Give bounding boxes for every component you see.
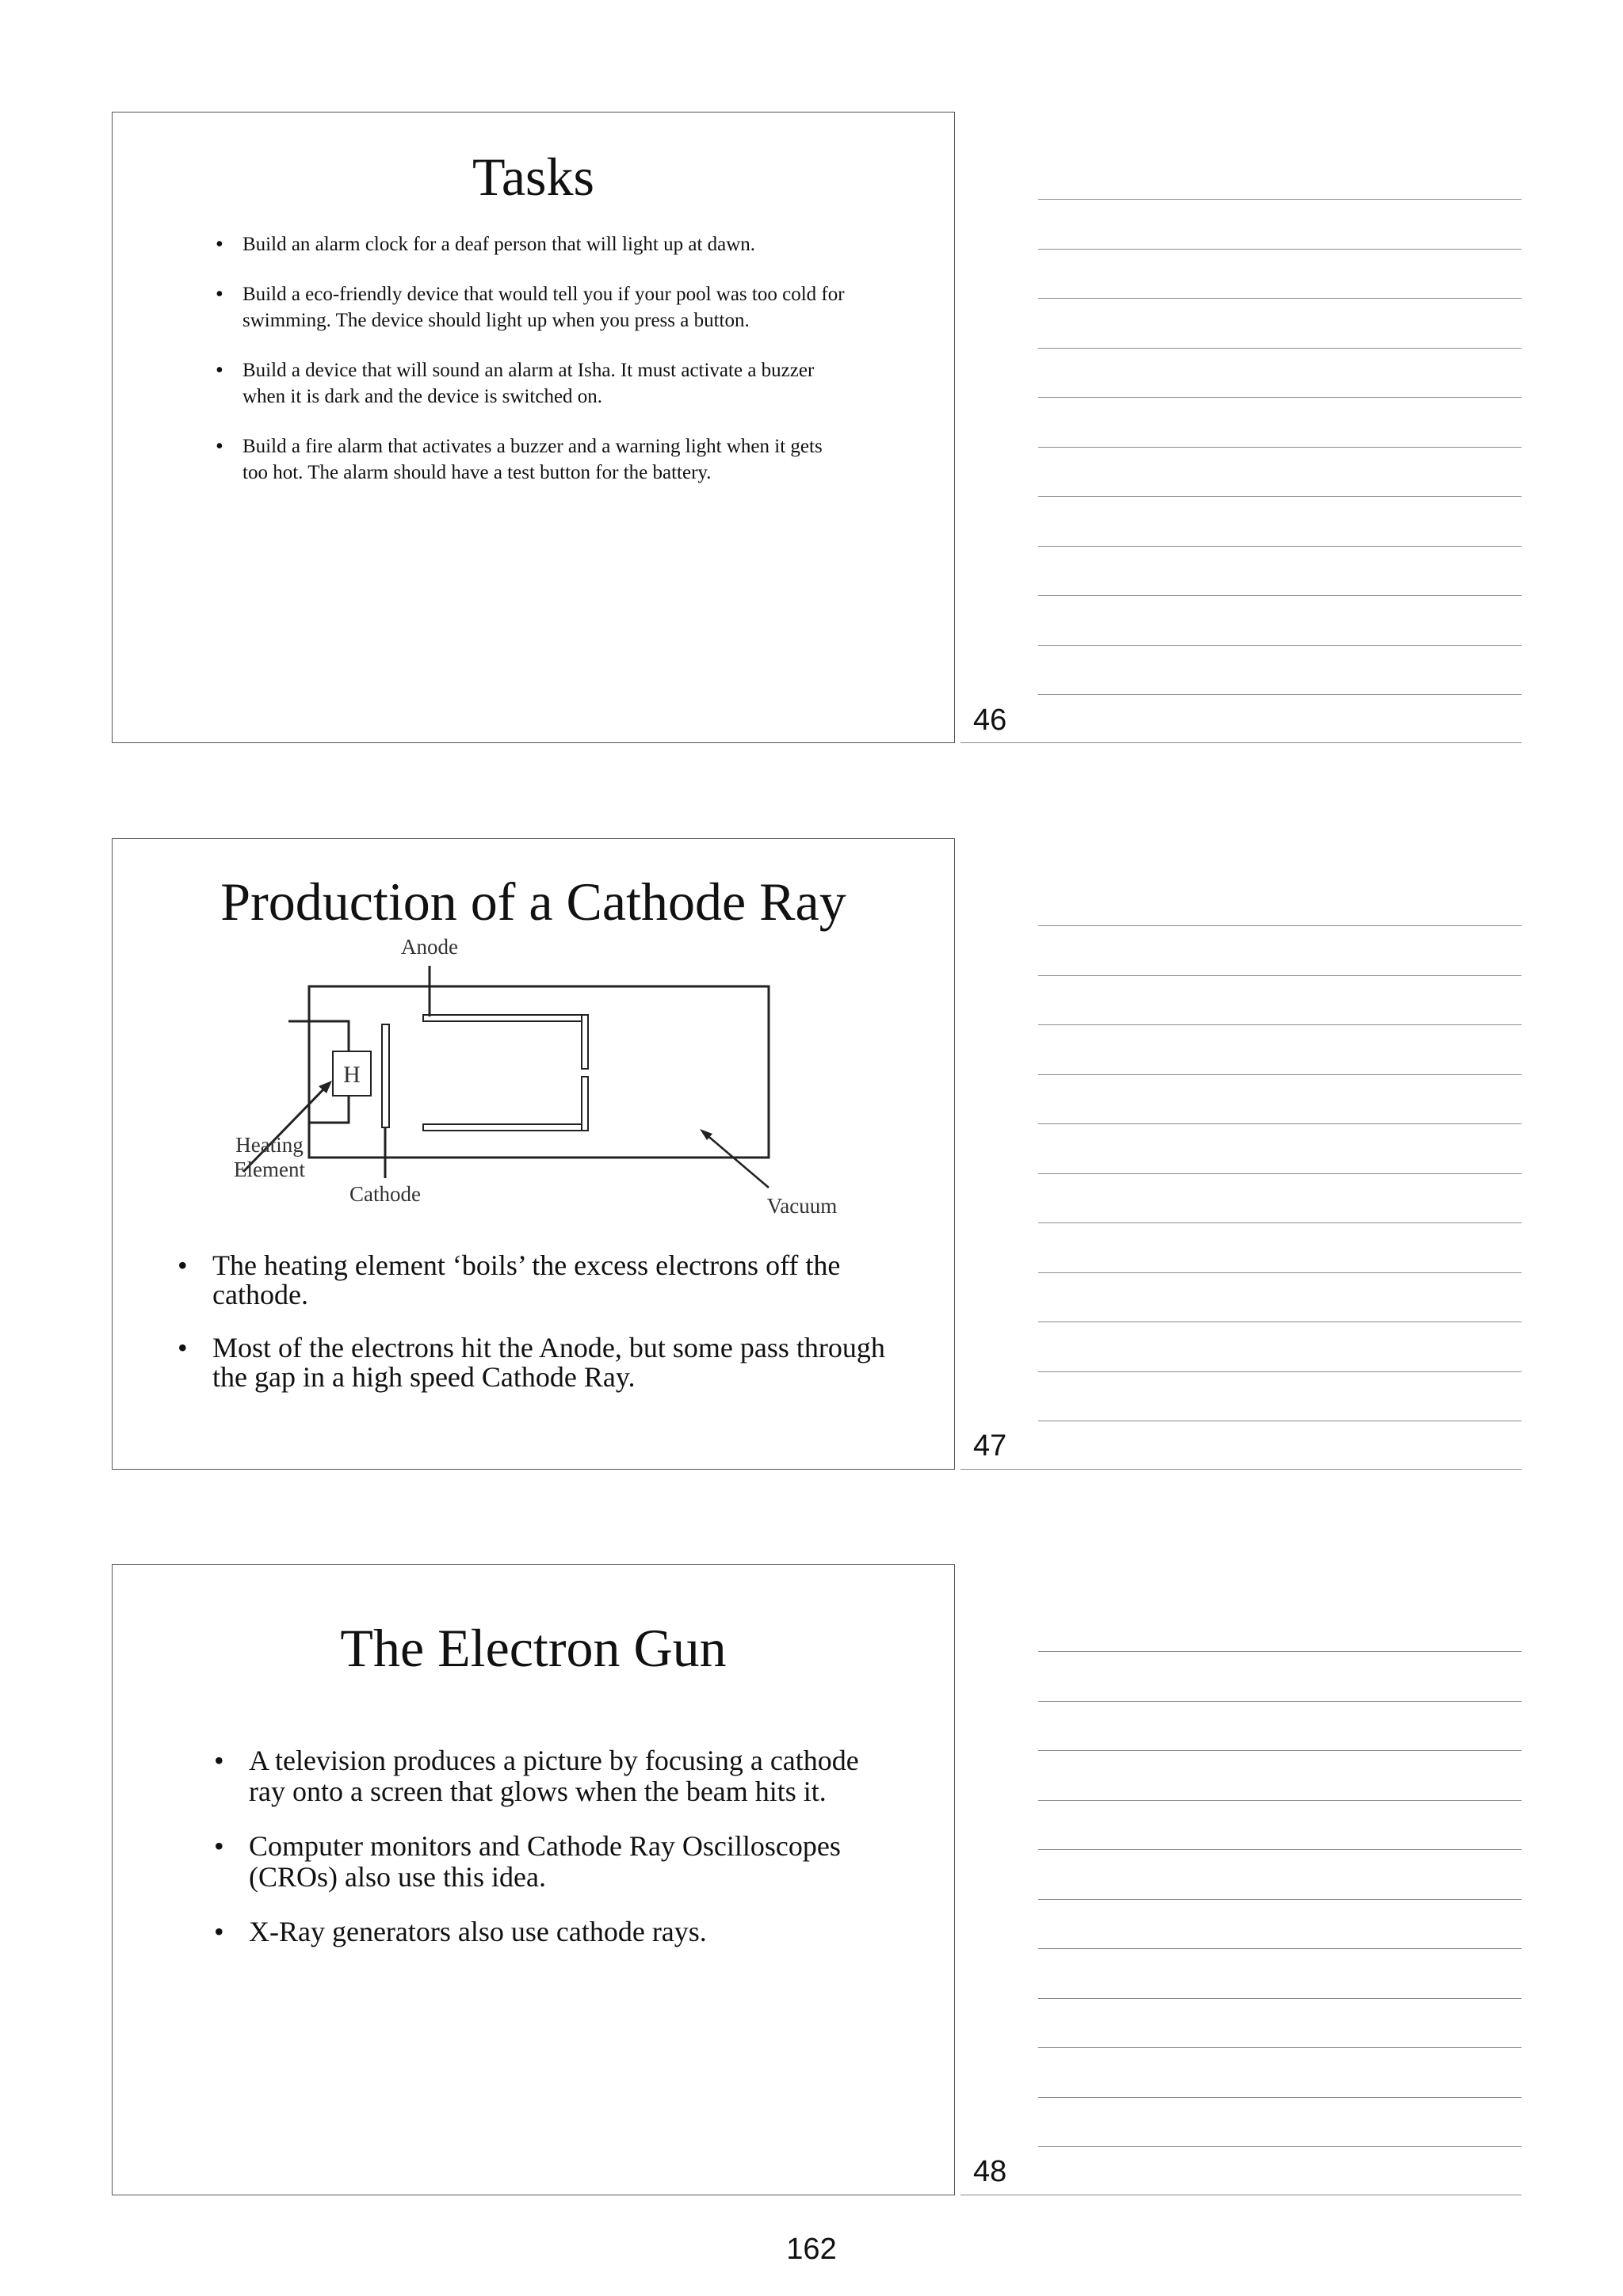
anode-top-plate [423, 1015, 582, 1021]
note-line [1038, 1222, 1522, 1223]
slide-number: 46 [973, 704, 1007, 737]
note-line [1038, 249, 1522, 250]
slide-title: Tasks [472, 147, 594, 207]
bullet-item: • Most of the electrons hit the Anode, but some pass through the gap in a high speed Cathode Ray. [178, 1333, 891, 1392]
note-line [1038, 1024, 1522, 1025]
note-line [1038, 595, 1522, 596]
note-line [1038, 1998, 1522, 1999]
note-line [1038, 2097, 1522, 2098]
heating-label-line1: Heating [235, 1133, 304, 1157]
heater-symbol: H [343, 1062, 361, 1088]
vacuum-arrow [705, 1134, 769, 1188]
note-line [1038, 496, 1522, 497]
note-line [1038, 397, 1522, 398]
bullet-item: • A television produces a picture by focusing a cathode ray onto a screen that glows when the beam hits it. [214, 1745, 896, 1807]
note-line [1038, 1074, 1522, 1075]
note-line [1038, 348, 1522, 349]
slide-48 [112, 1564, 955, 2195]
vacuum-label: Vacuum [766, 1194, 838, 1218]
note-line [1038, 1123, 1522, 1124]
bullet-item: • Build a fire alarm that activates a buzzer and a warning light when it gets too hot. The alarm should have a test button for the battery. [216, 433, 850, 486]
slide-title: The Electron Gun [340, 1618, 727, 1678]
note-line [1038, 1800, 1522, 1801]
note-line [1038, 546, 1522, 547]
page-number: 162 [786, 2233, 837, 2266]
bullet-item: • X-Ray generators also use cathode rays. [214, 1917, 896, 1947]
slide-number: 48 [973, 2155, 1007, 2188]
note-line [1038, 447, 1522, 448]
vacuum-tube [309, 986, 769, 1158]
bullet-list [178, 1251, 891, 1416]
note-line [1038, 1651, 1522, 1652]
slide-number: 47 [973, 1429, 1007, 1463]
note-line [1038, 1701, 1522, 1702]
bullet-item: • Computer monitors and Cathode Ray Oscilloscopes (CROs) also use this idea. [214, 1831, 896, 1893]
slide-title: Production of a Cathode Ray [220, 871, 846, 932]
cathode-plate [382, 1024, 389, 1127]
bullet-item: • The heating element ‘boils’ the excess electrons off the cathode. [178, 1251, 891, 1310]
note-line [1038, 2146, 1522, 2147]
slide-46 [112, 112, 955, 743]
note-line [1038, 645, 1522, 646]
note-line [1038, 1899, 1522, 1900]
anode-bottom-plate [423, 1124, 582, 1131]
anode-top-lip [582, 1015, 588, 1069]
note-line [1038, 199, 1522, 200]
note-line [1038, 694, 1522, 695]
bullet-list [214, 1745, 896, 1971]
cathode-ray-diagram [113, 839, 956, 1251]
note-line-bottom [960, 742, 1522, 743]
note-line [1038, 1173, 1522, 1174]
note-line [1038, 2047, 1522, 2048]
note-line [1038, 1849, 1522, 1850]
heater-wire-bottom [309, 1096, 349, 1123]
bullet-item: • Build an alarm clock for a deaf person that will light up at dawn. [216, 231, 850, 257]
anode-label: Anode [401, 935, 458, 959]
heating-label-line2: Element [234, 1158, 305, 1181]
note-line [1038, 1371, 1522, 1372]
note-line [1038, 1272, 1522, 1273]
heater-wire-top [288, 1021, 349, 1051]
bullet-item: • Build a device that will sound an alarm at Isha. It must activate a buzzer when it is dark and the device is switched on. [216, 357, 850, 410]
bullet-item: • Build a eco-friendly device that would tell you if your pool was too cold for swimming. The device should light up when you press a button. [216, 281, 850, 334]
note-line [1038, 975, 1522, 976]
note-line-bottom [960, 1469, 1522, 1470]
anode-bottom-lip [582, 1077, 588, 1131]
note-line [1038, 1750, 1522, 1751]
note-line [1038, 1948, 1522, 1949]
note-line [1038, 925, 1522, 926]
bullet-list [216, 231, 850, 509]
cathode-label: Cathode [349, 1182, 421, 1206]
slide-47 [112, 838, 955, 1470]
note-line [1038, 298, 1522, 299]
